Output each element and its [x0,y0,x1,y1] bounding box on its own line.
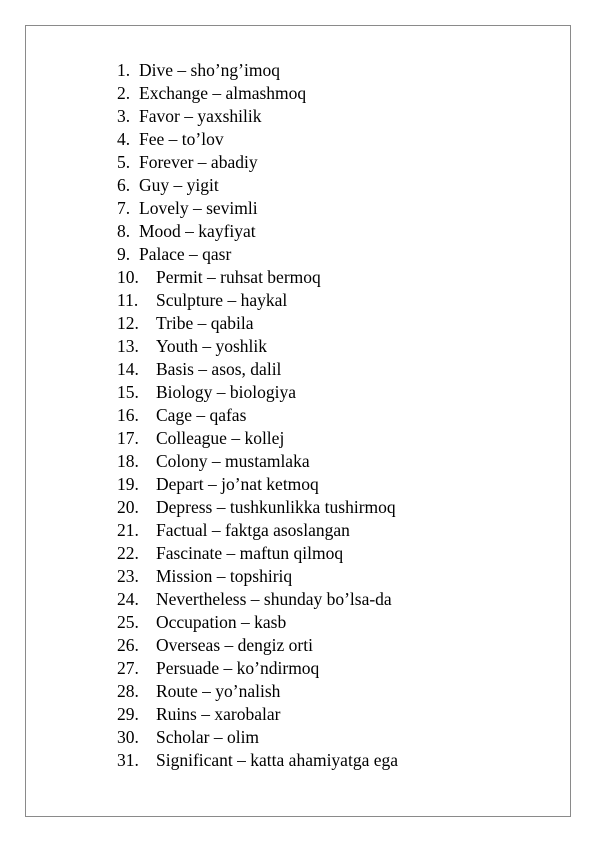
list-item [117,381,398,404]
item-text: Colony – mustamlaka [156,451,310,471]
item-text: Fee – to’lov [139,129,224,149]
list-item [117,703,398,726]
item-text: Occupation – kasb [156,612,287,632]
item-number: 22. [117,543,139,563]
list-item [117,59,398,82]
item-number: 12. [117,313,139,333]
list-item [117,197,398,220]
item-text: Depress – tushkunlikka tushirmoq [156,497,396,517]
item-text: Basis – asos, dalil [156,359,282,379]
item-number: 9. [117,244,131,264]
item-text: Favor – yaxshilik [139,106,262,126]
list-item [117,726,398,749]
list-item [117,473,398,496]
item-text: Persuade – ko’ndirmoq [156,658,320,678]
item-text: Forever – abadiy [139,152,258,172]
item-number: 25. [117,612,139,632]
item-number: 16. [117,405,139,425]
item-text: Biology – biologiya [156,382,296,402]
item-text: Route – yo’nalish [156,681,281,701]
item-text: Exchange – almashmoq [139,83,307,103]
item-text: Colleague – kollej [156,428,285,448]
list-item [117,312,398,335]
item-text: Cage – qafas [156,405,247,425]
list-item [117,657,398,680]
item-text: Depart – jo’nat ketmoq [156,474,319,494]
item-number: 14. [117,359,139,379]
list-item [117,496,398,519]
item-text: Lovely – sevimli [139,198,258,218]
list-item [117,404,398,427]
item-number: 15. [117,382,139,402]
item-number: 23. [117,566,139,586]
item-number: 11. [117,290,139,310]
item-number: 10. [117,267,139,287]
item-number: 26. [117,635,139,655]
item-text: Factual – faktga asoslangan [156,520,350,540]
item-number: 3. [117,106,131,126]
item-number: 18. [117,451,139,471]
item-text: Sculpture – haykal [156,290,288,310]
list-item [117,588,398,611]
item-text: Mood – kayfiyat [139,221,256,241]
list-item [117,105,398,128]
item-number: 8. [117,221,131,241]
vocabulary-list [117,59,398,772]
item-number: 1. [117,60,131,80]
list-item [117,611,398,634]
item-number: 2. [117,83,131,103]
item-number: 28. [117,681,139,701]
item-text: Guy – yigit [139,175,219,195]
item-number: 7. [117,198,131,218]
item-number: 6. [117,175,131,195]
item-text: Scholar – olim [156,727,260,747]
item-number: 30. [117,727,139,747]
item-text: Youth – yoshlik [156,336,268,356]
item-number: 20. [117,497,139,517]
list-item [117,542,398,565]
item-number: 31. [117,750,139,770]
item-number: 17. [117,428,139,448]
item-number: 21. [117,520,139,540]
item-text: Fascinate – maftun qilmoq [156,543,344,563]
item-text: Tribe – qabila [156,313,254,333]
list-item [117,289,398,312]
list-item [117,358,398,381]
list-item [117,565,398,588]
item-text: Dive – sho’ng’imoq [139,60,280,80]
item-number: 29. [117,704,139,724]
list-item [117,128,398,151]
item-number: 24. [117,589,139,609]
list-item [117,427,398,450]
list-item [117,82,398,105]
list-item [117,634,398,657]
list-item [117,220,398,243]
item-number: 19. [117,474,139,494]
item-text: Nevertheless – shunday bo’lsa-da [156,589,392,609]
item-text: Permit – ruhsat bermoq [156,267,321,287]
item-text: Palace – qasr [139,244,232,264]
item-text: Significant – katta ahamiyatga ega [156,750,398,770]
item-text: Overseas – dengiz orti [156,635,313,655]
item-text: Ruins – xarobalar [156,704,281,724]
list-item [117,335,398,358]
list-item [117,450,398,473]
item-text: Mission – topshiriq [156,566,293,586]
list-item [117,243,398,266]
list-item [117,174,398,197]
item-number: 5. [117,152,131,172]
list-item [117,266,398,289]
list-item [117,519,398,542]
item-number: 27. [117,658,139,678]
list-item [117,680,398,703]
list-item [117,151,398,174]
item-number: 4. [117,129,131,149]
item-number: 13. [117,336,139,356]
list-item [117,749,398,772]
